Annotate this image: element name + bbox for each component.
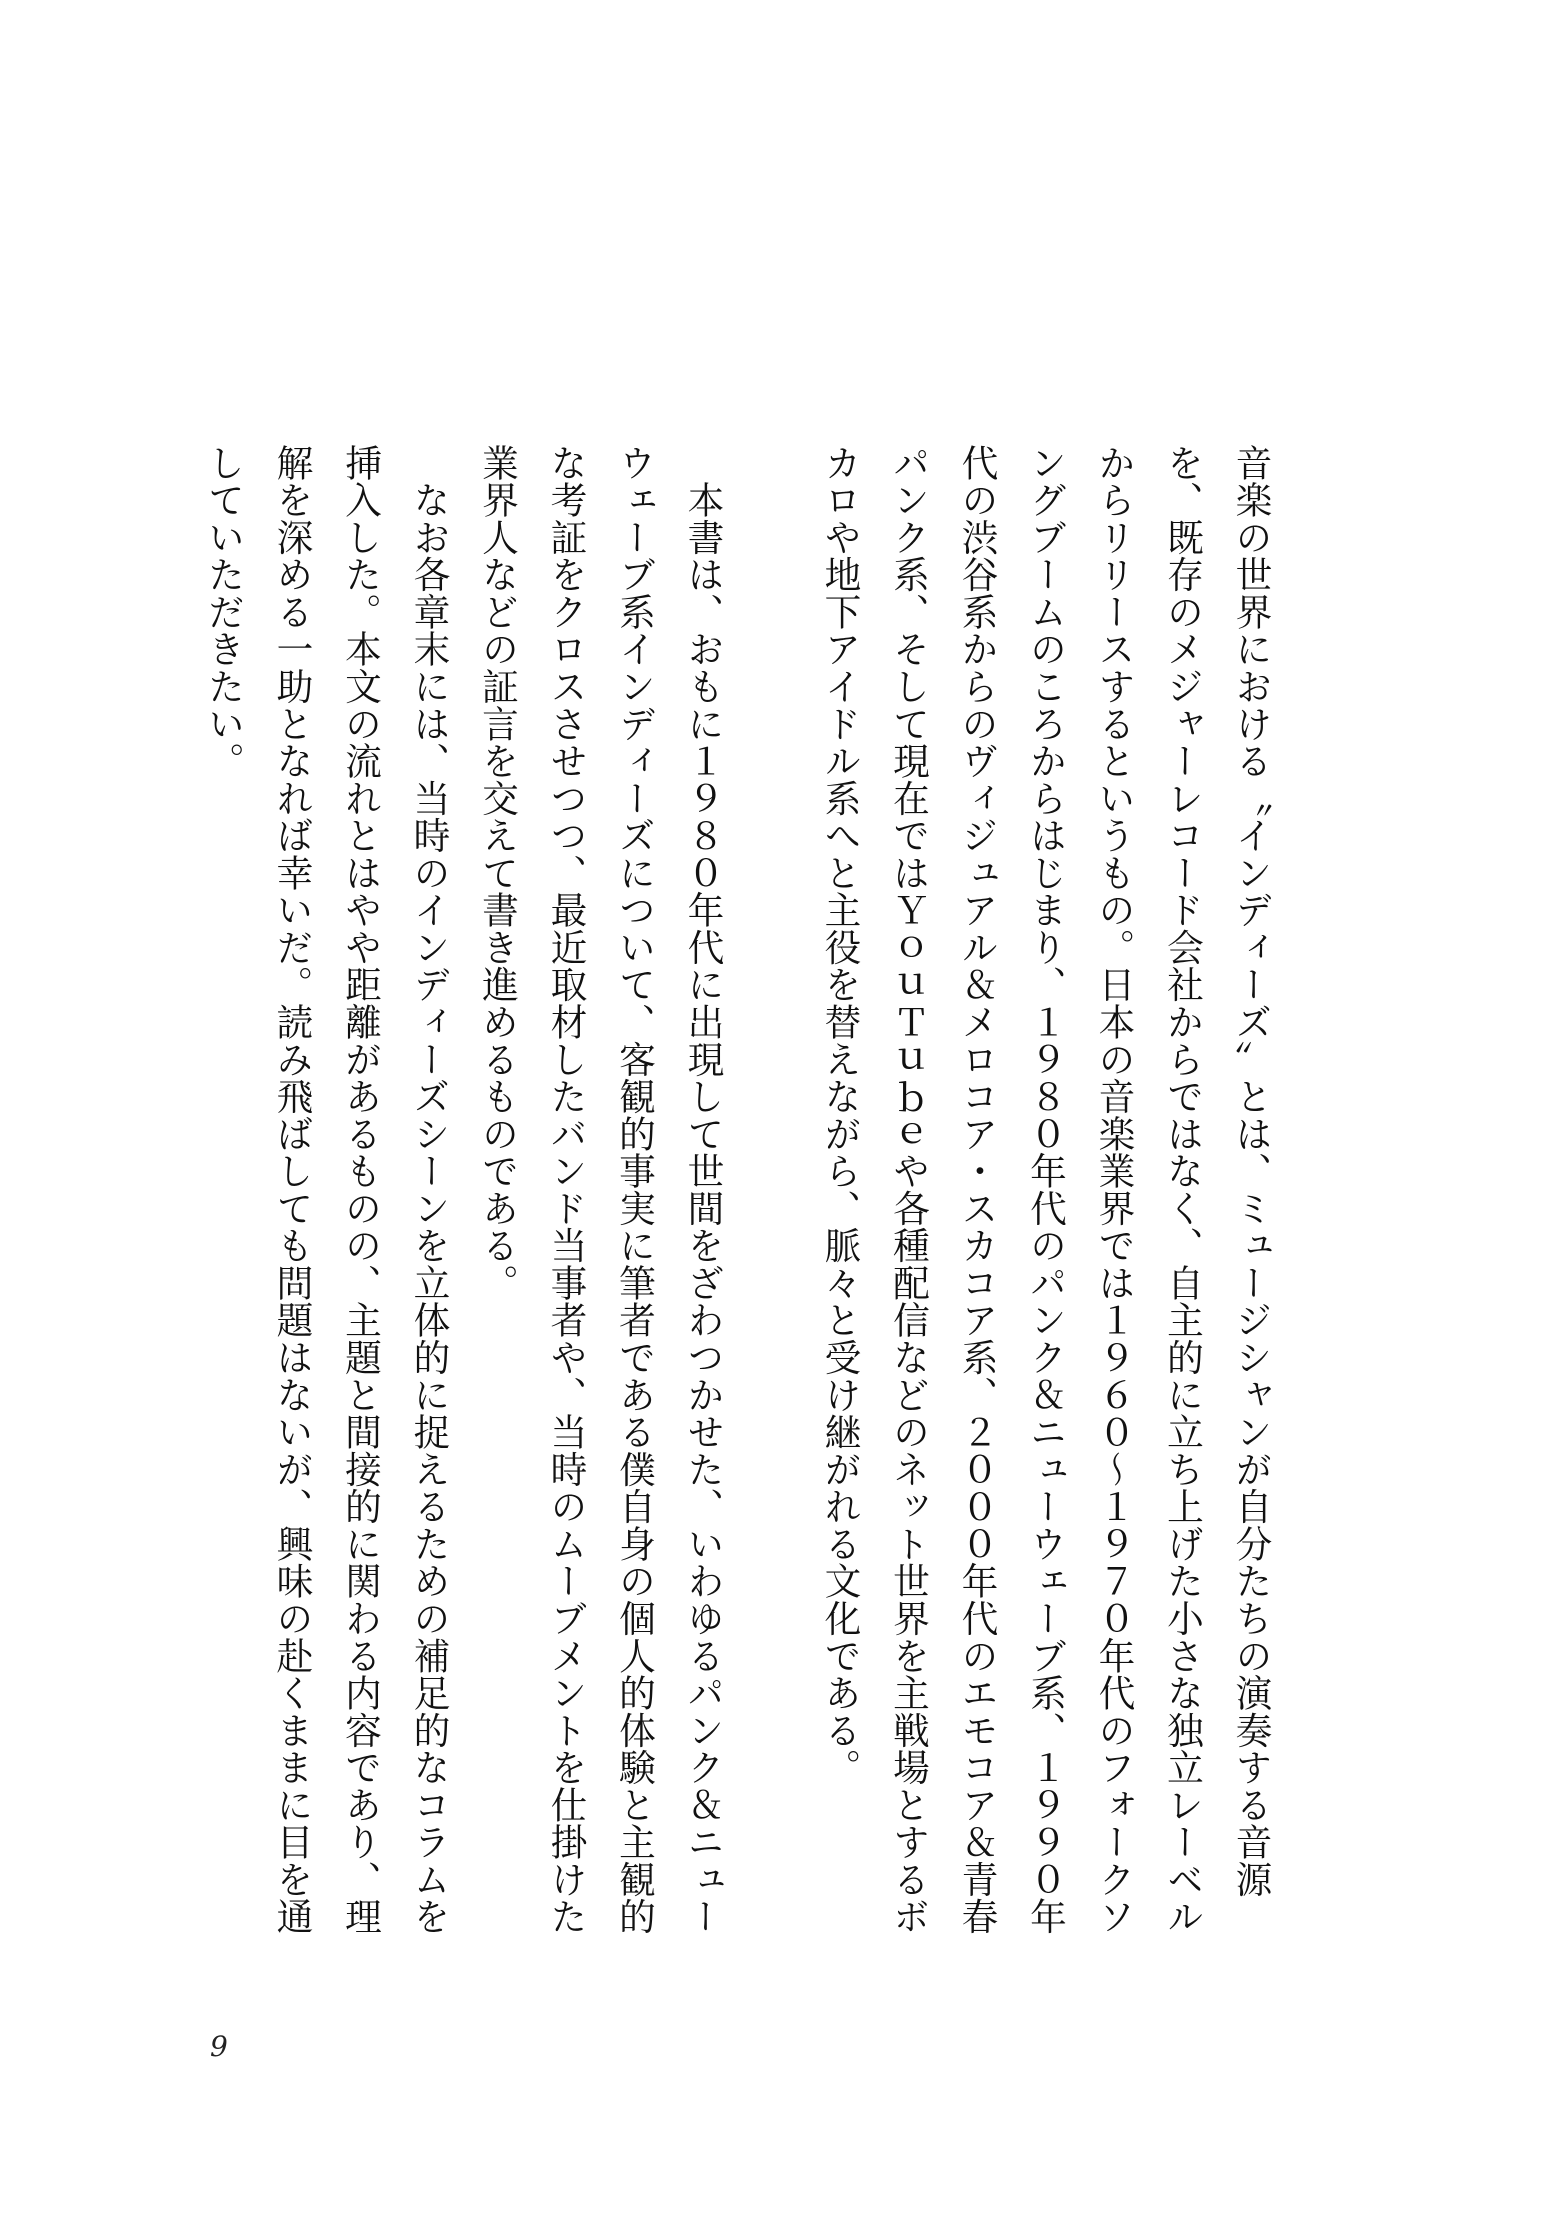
- body-line: ウェーブ系インディーズについて、客観的事実に筆者である僕自身の個人的体験と主観的: [613, 444, 657, 1936]
- body-line: 挿入した。本文の流れとはやや距離があるものの、主題と間接的に関わる内容であり、理: [339, 444, 383, 1936]
- page-number: 9: [210, 2030, 228, 2063]
- body-line: パンク系、そして現在ではＹｏｕＴｕｂｅや各種配信などのネット世界を主戦場とするボ: [887, 444, 931, 1936]
- body-line: 解を深める一助となれば幸いだ。読み飛ばしても問題はないが、興味の赴くままに目を通: [271, 444, 314, 1936]
- paragraph-gap: [737, 444, 806, 2004]
- body-line: カロや地下アイドル系へと主役を替えながら、脈々と受け継がれる文化である。: [819, 444, 862, 1787]
- body-line: 本書は、おもに１９８０年代に出現して世間をざわつかせた、いわゆるパンク＆ニュー: [682, 444, 725, 1936]
- body-line: なお各章末には、当時のインディーズシーンを立体的に捉えるための補足的なコラムを: [408, 444, 451, 1936]
- body-line: していただきたい。: [202, 444, 246, 780]
- body-line: からリリースするというもの。日本の音楽業界では１９６０～１９７０年代のフォークソ: [1093, 444, 1136, 1936]
- vertical-text-body: [189, 444, 1285, 2004]
- body-line: ングブームのころからはじまり、１９８０年代のパンク＆ニューウェーブ系、１９９０年: [1024, 444, 1068, 1936]
- body-line: を、既存のメジャーレコード会社からではなく、自主的に立ち上げた小さな独立レーベル: [1161, 444, 1205, 1936]
- body-line: 業界人などの証言を交えて書き進めるものである。: [476, 444, 520, 1302]
- body-line: 代の渋谷系からのヴィジュアル＆メロコア・スカコア系、２０００年代のエモコア＆青春: [956, 444, 999, 1936]
- body-line: 音楽の世界における〝インディーズ〟とは、ミュージシャンが自分たちの演奏する音源: [1230, 444, 1273, 1898]
- body-line: な考証をクロスさせつつ、最近取材したバンド当事者や、当時のムーブメントを仕掛けた: [545, 444, 588, 1936]
